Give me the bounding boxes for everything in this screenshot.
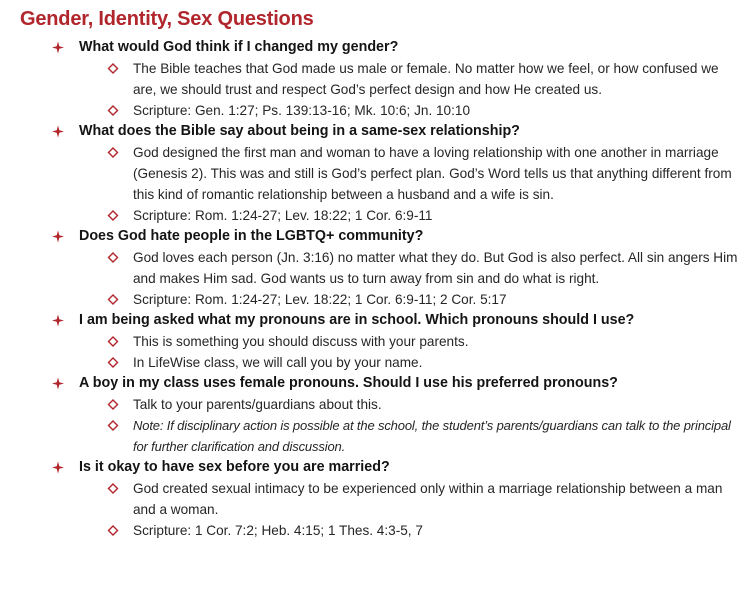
diamond-outline-icon bbox=[106, 205, 120, 226]
answer-item bbox=[0, 331, 752, 352]
question-row bbox=[0, 37, 752, 58]
question-item bbox=[0, 310, 752, 373]
answer-item bbox=[0, 205, 752, 226]
four-point-star-icon bbox=[50, 373, 66, 394]
answer-item bbox=[0, 247, 752, 289]
question-item bbox=[0, 373, 752, 457]
question-row bbox=[0, 373, 752, 394]
diamond-outline-icon bbox=[106, 478, 120, 499]
question-row bbox=[0, 226, 752, 247]
question-row bbox=[0, 310, 752, 331]
answer-list bbox=[0, 331, 752, 373]
answer-text: Scripture: 1 Cor. 7:2; Heb. 4:15; 1 Thes. 4:3-5, 7 bbox=[133, 523, 423, 538]
question-text: Is it okay to have sex before you are married? bbox=[79, 459, 390, 475]
answer-item bbox=[0, 142, 752, 205]
answer-note-item bbox=[0, 415, 752, 457]
diamond-outline-icon bbox=[106, 415, 120, 436]
answer-list bbox=[0, 58, 752, 121]
answer-item bbox=[0, 394, 752, 415]
answer-item bbox=[0, 352, 752, 373]
question-row bbox=[0, 121, 752, 142]
question-text: Does God hate people in the LGBTQ+ community? bbox=[79, 228, 424, 244]
answer-text: Scripture: Rom. 1:24-27; Lev. 18:22; 1 Cor. 6:9-11; 2 Cor. 5:17 bbox=[133, 292, 507, 307]
question-item bbox=[0, 457, 752, 541]
diamond-outline-icon bbox=[106, 247, 120, 268]
answer-item bbox=[0, 520, 752, 541]
diamond-outline-icon bbox=[106, 58, 120, 79]
diamond-outline-icon bbox=[106, 142, 120, 163]
answer-list bbox=[0, 247, 752, 310]
diamond-outline-icon bbox=[106, 100, 120, 121]
answer-text: The Bible teaches that God made us male or female. No matter how we feel, or how confused we are, we should trust and respect God’s perfect design and how He created us. bbox=[133, 61, 719, 97]
four-point-star-icon bbox=[50, 310, 66, 331]
answer-list bbox=[0, 478, 752, 541]
question-text: What would God think if I changed my gender? bbox=[79, 39, 399, 55]
answer-list bbox=[0, 394, 752, 457]
answer-text: This is something you should discuss with your parents. bbox=[133, 334, 469, 349]
question-item bbox=[0, 226, 752, 310]
question-text: What does the Bible say about being in a same-sex relationship? bbox=[79, 123, 520, 139]
answer-item bbox=[0, 289, 752, 310]
answer-text: Talk to your parents/guardians about this. bbox=[133, 397, 382, 412]
diamond-outline-icon bbox=[106, 352, 120, 373]
question-text: I am being asked what my pronouns are in school. Which pronouns should I use? bbox=[79, 312, 635, 328]
four-point-star-icon bbox=[50, 121, 66, 142]
four-point-star-icon bbox=[50, 226, 66, 247]
diamond-outline-icon bbox=[106, 394, 120, 415]
diamond-outline-icon bbox=[106, 331, 120, 352]
answer-item bbox=[0, 478, 752, 520]
answer-text: God created sexual intimacy to be experienced only within a marriage relationship between a man and a woman. bbox=[133, 481, 723, 517]
question-row bbox=[0, 457, 752, 478]
question-list bbox=[0, 37, 752, 541]
question-text: A boy in my class uses female pronouns. Should I use his preferred pronouns? bbox=[79, 375, 618, 391]
answer-text: God loves each person (Jn. 3:16) no matter what they do. But God is also perfect. All sin angers Him and makes Him sad. God wants us to turn away from sin and do what is right. bbox=[133, 250, 738, 286]
answer-item bbox=[0, 58, 752, 100]
answer-text: In LifeWise class, we will call you by your name. bbox=[133, 355, 423, 370]
answer-note-text: Note: If disciplinary action is possible at the school, the student’s parents/guardians can talk to the principal for further clarification and discussion. bbox=[133, 418, 731, 454]
answer-list bbox=[0, 142, 752, 226]
page-title: Gender, Identity, Sex Questions bbox=[20, 8, 314, 30]
answer-item bbox=[0, 100, 752, 121]
answer-text: Scripture: Gen. 1:27; Ps. 139:13-16; Mk. 10:6; Jn. 10:10 bbox=[133, 103, 471, 118]
question-item bbox=[0, 37, 752, 121]
diamond-outline-icon bbox=[106, 520, 120, 541]
answer-text: God designed the first man and woman to have a loving relationship with one another in marriage (Genesis 2). This was and still is God’s perfect plan. God’s Word tells us that anything different from this kind of romantic relationship between a husband and a wife is sin. bbox=[133, 145, 732, 202]
answer-text: Scripture: Rom. 1:24-27; Lev. 18:22; 1 Cor. 6:9-11 bbox=[133, 208, 433, 223]
diamond-outline-icon bbox=[106, 289, 120, 310]
question-item bbox=[0, 121, 752, 226]
four-point-star-icon bbox=[50, 457, 66, 478]
four-point-star-icon bbox=[50, 37, 66, 58]
